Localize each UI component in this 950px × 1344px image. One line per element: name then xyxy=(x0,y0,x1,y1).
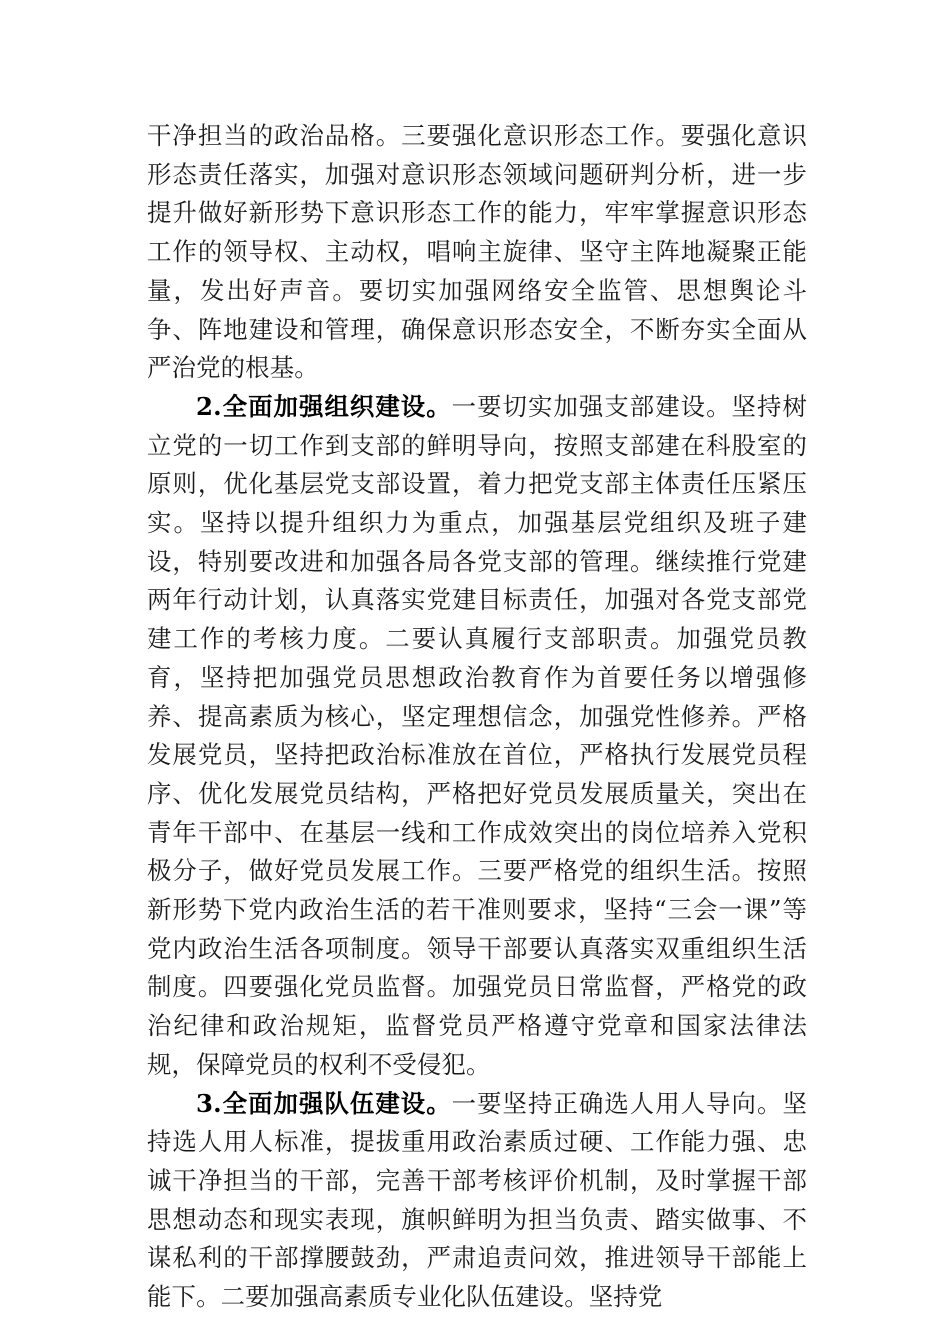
section-heading: 3.全面加强队伍建设。 xyxy=(196,1088,452,1118)
paragraph-text: 一要切实加强支部建设。坚持树立党的一切工作到支部的鲜明导向，按照支部建在科股室的原则，优化基层党支部设置，着力把党支部主体责任压紧压实。坚持以提升组织力为重点，加强基层党组织及班子建设，特别要改进和加强各局各党支部的管理。继续推行党建两年行动计划，认真落实党建目标责任，加强对各党支部党建工作的考核力度。二要认真履行支部职责。加强党员教育，坚持把加强党员思想政治教育作为首要任务以增强修养、提高素质为核心，坚定理想信念，加强党性修养。严格发展党员，坚持把政治标准放在首位，严格执行发展党员程序、优化发展党员结构，严格把好党员发展质量关，突出在青年干部中、在基层一线和工作成效突出的岗位培养入党积极分子，做好党员发展工作。三要严格党的组织生活。按照新形势下党内政治生活的若干准则要求，坚持“三会一课”等党内政治生活各项制度。领导干部要认真落实双重组织生活制度。四要强化党员监督。加强党员日常监督，严格党的政治纪律和政治规矩，监督党员严格遵守党章和国家法律法规，保障党员的权利不受侵犯。 xyxy=(147,391,807,1079)
paragraph-text: 一要坚持正确选人用人导向。坚持选人用人标准，提拔重用政治素质过硬、工作能力强、忠诚干净担当的干部，完善干部考核评价机制，及时掌握干部思想动态和现实表现，旗帜鲜明为担当负责、踏实做事、不谋私利的干部撑腰鼓劲，严肃追责问效，推进领导干部能上能下。二要加强高素质专业化队伍建设。坚持党 xyxy=(147,1088,807,1312)
section-heading: 2.全面加强组织建设。 xyxy=(196,391,452,421)
paragraph-text: 干净担当的政治品格。三要强化意识形态工作。要强化意识形态责任落实，加强对意识形态领域问题研判分析，进一步提升做好新形势下意识形态工作的能力，牢牢掌握意识形态工作的领导权、主动权，唱响主旋律、坚守主阵地凝聚正能量，发出好声音。要切实加强网络安全监管、思想舆论斗争、阵地建设和管理，确保意识形态安全，不断夯实全面从严治党的根基。 xyxy=(147,121,807,383)
paragraph-team-building xyxy=(147,1085,807,1317)
paragraph-ideology-continuation xyxy=(147,117,807,388)
paragraph-organization-building xyxy=(147,388,807,1085)
document-page xyxy=(147,117,807,1317)
